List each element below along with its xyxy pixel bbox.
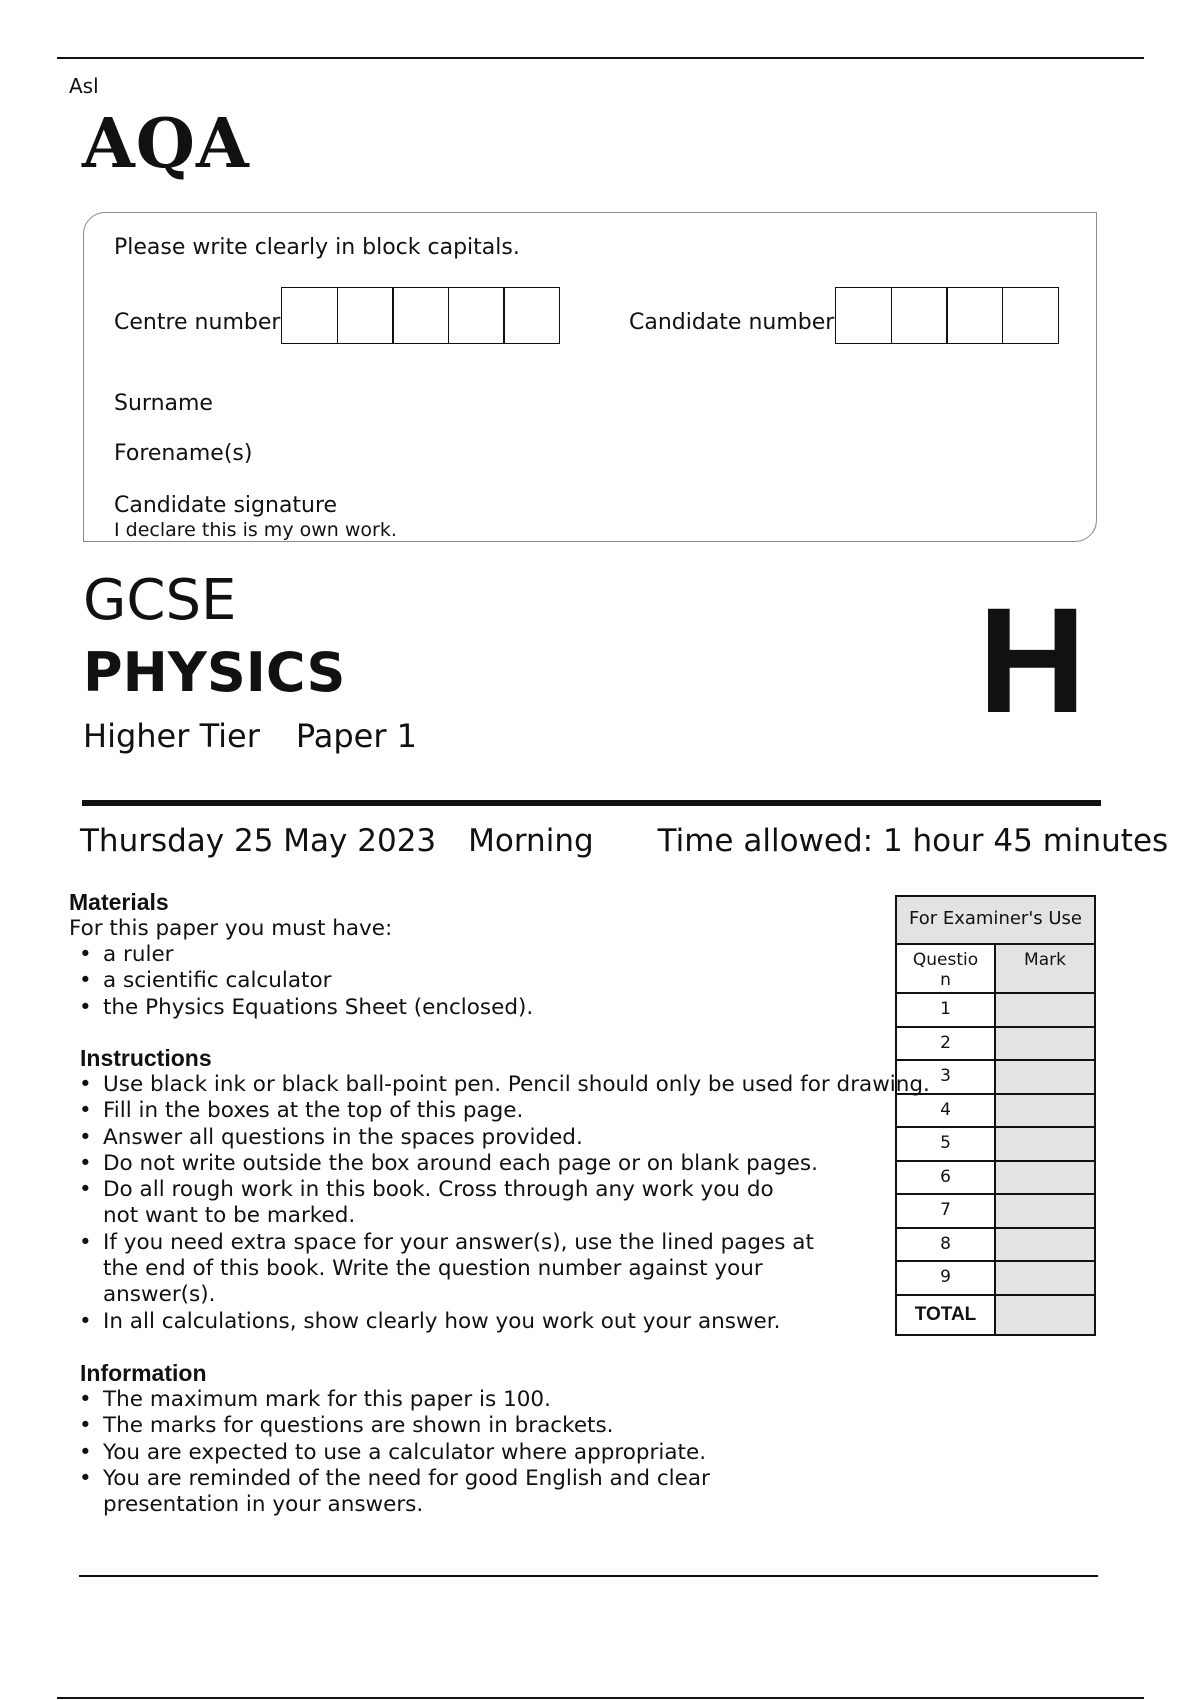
corner-tag: Asl	[69, 74, 99, 98]
mark-cell[interactable]	[996, 1061, 1094, 1093]
centre-digit-box[interactable]	[337, 287, 394, 344]
instructions-title: Instructions	[80, 1045, 212, 1071]
information-section	[80, 1359, 880, 1518]
question-number: 5	[897, 1128, 996, 1160]
question-number: 2	[897, 1028, 996, 1060]
materials-title: Materials	[69, 889, 169, 915]
list-item: • Do all rough work in this book. Cross through any work you do not want to be marked.	[69, 1177, 980, 1230]
aqa-logo: AQA	[82, 104, 250, 184]
centre-digit-box[interactable]	[281, 287, 338, 344]
candidate-digit-box[interactable]	[835, 287, 892, 344]
list-item: • Use black ink or black ball-point pen. Pencil should only be used for drawing.	[69, 1072, 980, 1098]
centre-number-field[interactable]	[281, 287, 560, 344]
total-label: TOTAL	[897, 1296, 996, 1334]
table-row	[897, 1128, 1094, 1162]
list-item: • a ruler	[69, 942, 849, 968]
list-item: • a scientific calculator	[69, 968, 849, 994]
instructions-section	[80, 1044, 980, 1335]
table-row	[897, 1229, 1094, 1263]
list-item: • The maximum mark for this paper is 100.	[69, 1387, 880, 1413]
table-row	[897, 994, 1094, 1028]
information-list	[69, 1387, 880, 1518]
candidate-digit-box[interactable]	[891, 287, 948, 344]
list-item: • You are expected to use a calculator where appropriate.	[69, 1440, 880, 1466]
list-item: • The marks for questions are shown in brackets.	[69, 1413, 880, 1439]
mark-cell[interactable]	[996, 1028, 1094, 1060]
question-number: 6	[897, 1162, 996, 1194]
time-allowed: Time allowed: 1 hour 45 minutes	[657, 823, 1169, 859]
list-item: • If you need extra space for your answer(s), use the lined pages at the end of this book. Write the question number against your answer(s).	[69, 1230, 980, 1309]
candidate-digit-box[interactable]	[1002, 287, 1059, 344]
examiner-table-title: For Examiner's Use	[897, 897, 1094, 945]
instructions-list	[69, 1072, 980, 1335]
question-number: 3	[897, 1061, 996, 1093]
mark-cell[interactable]	[996, 1095, 1094, 1127]
mark-cell[interactable]	[996, 1262, 1094, 1294]
table-row	[897, 1061, 1094, 1095]
declaration-text: I declare this is my own work.	[114, 519, 397, 541]
subject-title: PHYSICS	[83, 641, 346, 704]
lower-rule	[79, 1575, 1098, 1577]
examiner-table-header-row	[897, 945, 1094, 994]
question-number: 9	[897, 1262, 996, 1294]
information-title: Information	[80, 1360, 207, 1386]
list-item: • In all calculations, show clearly how you work out your answer.	[69, 1309, 980, 1335]
centre-digit-box[interactable]	[503, 287, 560, 344]
top-rule	[57, 57, 1144, 59]
candidate-digit-box[interactable]	[946, 287, 1003, 344]
candidate-details-box	[83, 212, 1097, 542]
candidate-number-label: Candidate number	[629, 310, 835, 335]
forenames-label: Forename(s)	[114, 441, 253, 466]
tier-letter: H	[978, 576, 1087, 744]
examiner-use-table	[895, 895, 1096, 1336]
exam-date-line	[80, 820, 1168, 862]
bottom-rule	[57, 1697, 1144, 1699]
mark-column-header: Mark	[996, 945, 1094, 992]
qualification-title: GCSE	[83, 568, 237, 633]
list-item: • Do not write outside the box around each page or on blank pages.	[69, 1151, 980, 1177]
mark-cell[interactable]	[996, 1128, 1094, 1160]
total-row	[897, 1296, 1094, 1334]
list-item: • You are reminded of the need for good English and clear presentation in your answers.	[69, 1466, 880, 1519]
materials-intro: For this paper you must have:	[69, 916, 393, 941]
mark-cell[interactable]	[996, 994, 1094, 1026]
exam-session: Morning	[468, 823, 594, 859]
table-row	[897, 1262, 1094, 1296]
paper-label: Paper 1	[295, 717, 418, 755]
centre-digit-box[interactable]	[448, 287, 505, 344]
title-divider	[82, 800, 1101, 806]
mark-cell[interactable]	[996, 1229, 1094, 1261]
materials-section	[69, 888, 849, 1021]
list-item: • Answer all questions in the spaces provided.	[69, 1125, 980, 1151]
signature-label: Candidate signature	[114, 493, 338, 518]
question-number: 4	[897, 1095, 996, 1127]
list-item: • Fill in the boxes at the top of this page.	[69, 1098, 980, 1124]
tier-paper-line	[83, 714, 417, 758]
table-row	[897, 1028, 1094, 1062]
surname-label: Surname	[114, 391, 213, 416]
question-number: 7	[897, 1195, 996, 1227]
question-column-header: Question	[897, 945, 996, 992]
mark-cell[interactable]	[996, 1195, 1094, 1227]
materials-list	[69, 942, 849, 1021]
table-row	[897, 1162, 1094, 1196]
tier-label: Higher Tier	[83, 717, 260, 755]
list-item: • the Physics Equations Sheet (enclosed).	[69, 995, 849, 1021]
candidate-number-field[interactable]	[835, 287, 1059, 344]
block-capitals-instruction: Please write clearly in block capitals.	[114, 235, 520, 260]
question-number: 1	[897, 994, 996, 1026]
question-number: 8	[897, 1229, 996, 1261]
centre-number-label: Centre number	[114, 310, 281, 335]
exam-date: Thursday 25 May 2023	[80, 823, 437, 859]
table-row	[897, 1095, 1094, 1129]
mark-cell[interactable]	[996, 1162, 1094, 1194]
centre-digit-box[interactable]	[392, 287, 449, 344]
total-mark-cell[interactable]	[996, 1296, 1094, 1334]
table-row	[897, 1195, 1094, 1229]
